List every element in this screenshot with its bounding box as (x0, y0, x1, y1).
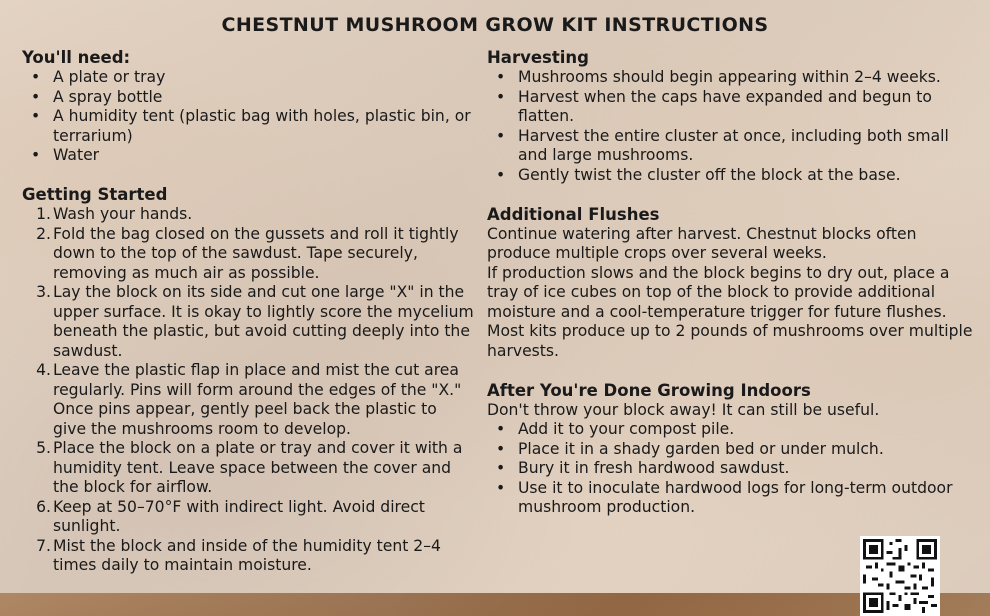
steps-list (22, 205, 474, 576)
after-heading: After You're Done Growing Indoors (487, 380, 811, 400)
right-column (487, 48, 977, 537)
after-intro: Don't throw your block away! It can still be useful. (487, 400, 880, 419)
flushes-paragraph: If production slows and the block begins to dry out, place a tray of ice cubes on top of the block to provide additional moisture and a cool-temperature trigger for future flushes. (487, 263, 950, 321)
list-item: • Add it to your compost pile. (487, 420, 977, 440)
step-number: 6. (36, 497, 51, 516)
needs-list (22, 68, 474, 166)
step-item (22, 283, 474, 361)
list-item: • Place it in a shady garden bed or under mulch. (487, 440, 977, 460)
step-text: Wash your hands. (53, 205, 193, 223)
step-text: Keep at 50–70°F with indirect light. Avoid direct sunlight. (53, 497, 425, 535)
list-item: • Harvest the entire cluster at once, including both small and large mushrooms. (487, 127, 977, 166)
needs-section (22, 48, 474, 166)
list-item: • Gently twist the cluster off the block at the base. (487, 166, 977, 186)
list-item: • Mushrooms should begin appearing within 2–4 weeks. (487, 68, 977, 88)
step-item (22, 225, 474, 284)
flushes-section (487, 205, 977, 362)
list-item: • A plate or tray (22, 68, 474, 88)
after-section (487, 381, 977, 518)
step-item (22, 537, 474, 576)
list-item: • A spray bottle (22, 88, 474, 108)
step-number: 3. (36, 283, 51, 301)
step-text: Fold the bag closed on the gussets and roll it tightly down to the top of the sawdust. Tape securely, removing as much air as possible. (53, 224, 459, 282)
step-item (22, 205, 474, 225)
step-item (22, 439, 474, 498)
flushes-paragraph: Most kits produce up to 2 pounds of mushrooms over multiple harvests. (487, 322, 973, 360)
list-item: • Harvest when the caps have expanded and begun to flatten. (487, 88, 977, 127)
page-title: CHESTNUT MUSHROOM GROW KIT INSTRUCTIONS (221, 14, 769, 36)
harvesting-section (487, 48, 977, 185)
list-item: • Use it to inoculate hardwood logs for long-term outdoor mushroom production. (487, 479, 977, 518)
step-number: 7. (36, 536, 51, 555)
getting-started-section (22, 185, 474, 576)
step-number: 1. (36, 205, 51, 223)
step-text: Mist the block and inside of the humidity tent 2–4 times daily to maintain moisture. (53, 536, 441, 574)
getting-started-heading: Getting Started (22, 185, 168, 204)
step-number: 5. (36, 439, 51, 457)
step-number: 4. (36, 361, 51, 379)
harvesting-list (487, 68, 977, 185)
list-item: • Bury it in fresh hardwood sawdust. (487, 459, 977, 479)
step-number: 2. (36, 224, 51, 243)
step-text: Leave the plastic flap in place and mist the cut area regularly. Pins will form around the edges of the "X." Once pins appear, gently peel back the plastic to give the mushrooms room to develop. (53, 361, 462, 438)
qr-code-graphic (863, 539, 937, 613)
step-text: Lay the block on its side and cut one large "X" in the upper surface. It is okay to lightly score the mycelium beneath the plastic, but avoid cutting deeply into the sawdust. (53, 283, 474, 360)
harvesting-heading: Harvesting (487, 48, 589, 67)
left-column (22, 48, 474, 595)
step-item (22, 498, 474, 537)
needs-heading: You'll need: (22, 48, 131, 67)
qr-code[interactable] (860, 536, 940, 616)
step-text: Place the block on a plate or tray and cover it with a humidity tent. Leave space between the cover and the block for airflow. (53, 439, 463, 496)
list-item: • A humidity tent (plastic bag with holes, plastic bin, or terrarium) (22, 107, 474, 146)
step-item (22, 361, 474, 439)
after-list (487, 420, 977, 518)
flushes-heading: Additional Flushes (487, 204, 660, 224)
flushes-paragraph: Continue watering after harvest. Chestnut blocks often produce multiple crops over several weeks. (487, 224, 917, 262)
list-item: • Water (22, 146, 474, 166)
